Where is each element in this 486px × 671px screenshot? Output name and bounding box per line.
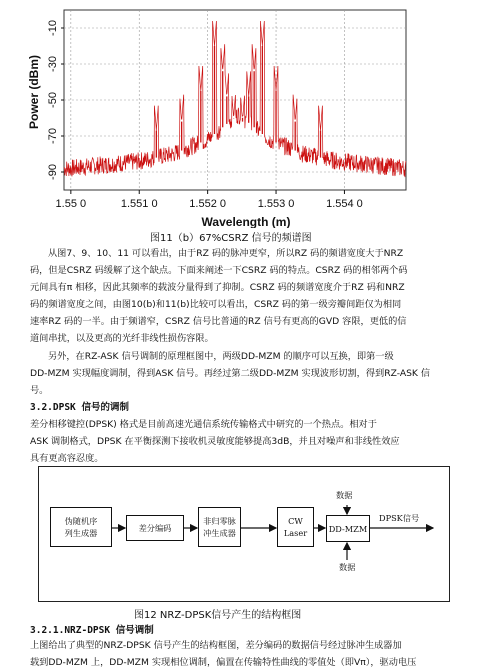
y-axis-label: Power (dBm) — [27, 54, 41, 130]
paragraph-dpsk-intro — [30, 416, 466, 467]
nrz-dpsk-block-diagram — [38, 466, 450, 602]
dpsk-output-label: DPSK信号 — [379, 513, 420, 523]
block-label: 列生成器 — [64, 528, 98, 538]
text-line: 速率RZ 码的一半。由于频谱窄，CSRZ 信号比普通的RZ 信号有更高的GVD 容限，更低的信 — [30, 316, 407, 327]
section-heading-nrz-dpsk: 3.2.1.NRZ-DPSK 信号调制 — [30, 625, 154, 636]
data-input-top-label: 数据 — [336, 490, 353, 500]
text-line: 载到DD-MZM 上，DD-MZM 实现相位调制，偏置在传输特性曲线的零值处（即Vπ），驱动电压 — [30, 657, 417, 668]
block-label: 差分编码 — [138, 523, 172, 533]
x-tick-label: 1.55 0 — [55, 198, 87, 210]
figure-11-caption: 图11（b）67%CSRZ 信号的频谱图 — [150, 233, 312, 244]
x-tick-label: 1.554 0 — [326, 198, 363, 210]
section-heading-dpsk: 3.2.DPSK 信号的调制 — [30, 402, 129, 413]
text-line: 码，但是CSRZ 码缓解了这个缺点。下面来阐述一下CSRZ 码的特点。CSRZ 码的相邻两个码 — [30, 265, 408, 276]
text-line: 元间具有π 相移，因此其频率的载波分量得到了抑制。CSRZ 码的频谱宽度介于RZ 码和NRZ — [30, 282, 405, 293]
paragraph-nrz-dpsk — [30, 637, 466, 671]
block-label: 冲生成器 — [203, 528, 236, 538]
block-label: CW — [288, 516, 303, 526]
data-input-bottom-label: 数据 — [339, 562, 356, 572]
block-label: 非归零脉 — [203, 516, 236, 526]
cw-laser-block — [277, 507, 314, 547]
dd-mzm-block — [326, 515, 370, 542]
text-line: 从图7、9、10、11 可以看出，由于RZ 码的脉冲更窄，所以RZ 码的频谱宽度大于NRZ — [48, 248, 404, 259]
figure-12-caption: 图12 NRZ-DPSK信号产生的结构框图 — [134, 610, 302, 621]
text-line: 码的频谱宽度之间，由图10(b)和11(b)比较可以看出，CSRZ 码的第一级旁瓣间距仅为相同 — [30, 299, 402, 310]
text-line: 上图给出了典型的NRZ-DPSK 信号产生的结构框图，差分编码的数据信号经过脉冲生成器加 — [30, 640, 402, 651]
text-line: DD-MZM 实现幅度调制，得到ASK 信号。再经过第二级DD-MZM 实现波形切割，得到RZ-ASK 信 — [30, 368, 431, 379]
y-tick-label: -50 — [47, 92, 59, 108]
block-label: Laser — [283, 528, 308, 538]
y-tick-label: -70 — [47, 128, 59, 144]
nrz-pulse-generator-block — [198, 507, 241, 547]
text-line: 道间串扰，以及更高的光纤非线性损伤容限。 — [30, 333, 214, 344]
block-label: DD-MZM — [328, 523, 368, 534]
y-tick-label: -10 — [47, 20, 59, 36]
paragraph-spectrum-analysis — [30, 245, 466, 347]
text-line: 另外，在RZ-ASK 信号调制的原理框图中，两级DD-MZM 的顺序可以互换，即第一级 — [48, 351, 394, 362]
y-tick-label: -30 — [47, 56, 59, 72]
x-tick-label: 1.553 0 — [257, 198, 295, 210]
text-line: 差分相移键控(DPSK) 格式是目前高速光通信系统传输格式中研究的一个热点。相对于 — [30, 419, 377, 430]
block-label: 伪随机序 — [64, 516, 98, 526]
x-tick-label: 1.551 0 — [120, 198, 158, 210]
paragraph-mzm-order — [30, 348, 466, 399]
prbs-generator-block — [50, 507, 112, 547]
text-line: ASK 调制格式，DPSK 在平衡探测下接收机灵敏度能够提高3dB，并且对噪声和非线性效应 — [30, 436, 400, 447]
spectrum-chart — [0, 0, 486, 228]
y-tick-label: -90 — [47, 164, 59, 180]
x-tick-label: 1.552 0 — [189, 198, 226, 210]
text-line: 具有更高容忍度。 — [30, 453, 104, 464]
text-line: 号。 — [30, 385, 49, 396]
differential-encoder-block — [126, 515, 184, 541]
x-axis-label: Wavelength (m) — [201, 215, 291, 228]
